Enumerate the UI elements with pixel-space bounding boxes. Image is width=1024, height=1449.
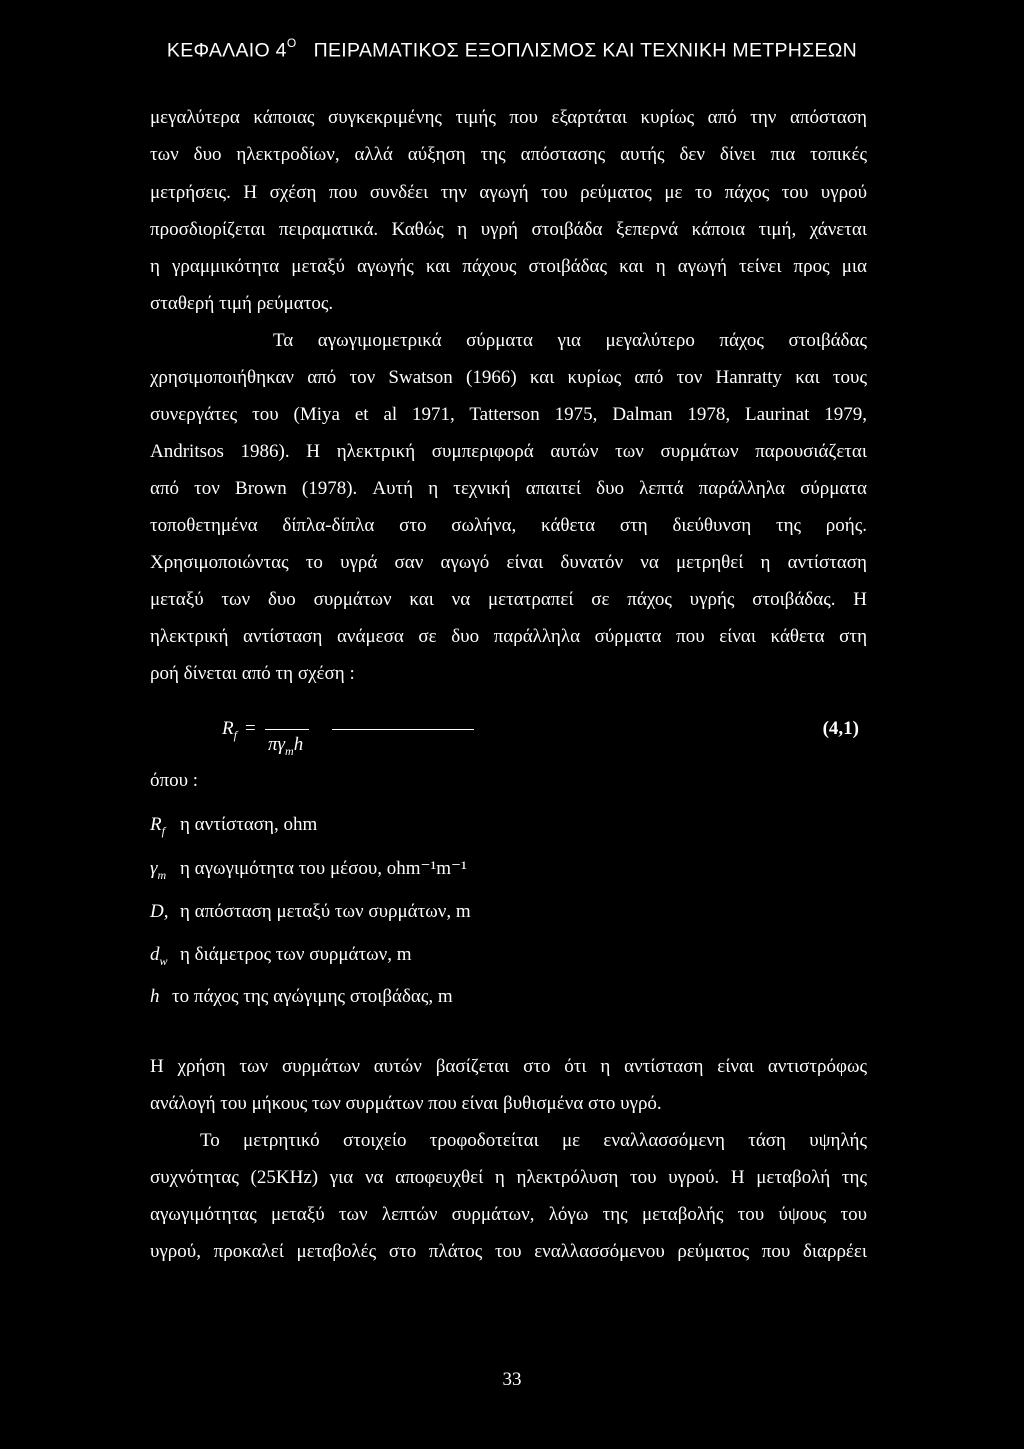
text-line: συνεργάτες του (Miya et al 1971, Tatterson 1975, Dalman 1978, Laurinat 1979, — [150, 404, 867, 425]
where-label: όπου : — [150, 770, 199, 791]
symbol-definition: $d_w$ η διάμετρος των συρμάτων, m — [150, 944, 412, 968]
text-line: αγωγιμότητας μεταξύ των λεπτών συρμάτων, λόγω της μεταβολής του ύψους του — [150, 1204, 867, 1225]
text-line: μεγαλύτερα κάποιας συγκεκριμένης τιμής που εξαρτάται κυρίως από την απόσταση — [150, 107, 867, 128]
fraction-bar — [332, 729, 474, 730]
page-number: 33 — [502, 1369, 522, 1390]
text-line: μετρήσεις. Η σχέση που συνδέει την αγωγή του ρεύματος με το πάχος του υγρού — [150, 182, 867, 203]
text-line: Η χρήση των συρμάτων αυτών βασίζεται στο ότι η αντίσταση είναι αντιστρόφως — [150, 1056, 867, 1077]
symbol-definition: D, η απόσταση μεταξύ των συρμάτων, m — [150, 901, 471, 922]
text-line: Το μετρητικό στοιχείο τροφοδοτείται με εναλλασσόμενη τάση υψηλής — [200, 1130, 867, 1151]
text-line: συχνότητας (25KHz) για να αποφευχθεί η ηλεκτρόλυση του υγρού. Η μεταβολή της — [150, 1167, 867, 1188]
text-line: τοποθετημένα δίπλα-δίπλα στο σωλήνα, κάθετα στη διεύθυνση της ροής. — [150, 515, 867, 536]
text-line: μεταξύ των δυο συρμάτων και να μετατραπεί σε πάχος υγρής στοιβάδας. Η — [150, 589, 867, 610]
text-line: σταθερή τιμή ρεύματος. — [150, 293, 334, 314]
fraction-bar — [265, 729, 309, 730]
equation-equals: = — [245, 718, 256, 739]
page-header — [0, 38, 1024, 63]
text-line: Χρησιμοποιώντας το υγρά σαν αγωγό είναι δυνατόν να μετρηθεί η αντίσταση — [150, 552, 867, 573]
symbol-definition: $\gamma_m$ η αγωγιμότητα του μέσου, ohm⁻¹m⁻¹ — [150, 858, 467, 882]
chapter-label: ΚΕΦΑΛΑΙΟ 4 — [166, 39, 287, 62]
equation-number: (4,1) — [822, 718, 859, 739]
chapter-title: ΠΕΙΡΑΜΑΤΙΚΟΣ ΕΞΟΠΛΙΣΜΟΣ ΚΑΙ ΤΕΧΝΙΚΗ ΜΕΤΡΗΣΕΩΝ — [313, 39, 858, 62]
text-line: χρησιμοποιήθηκαν από τον Swatson (1966) και κυρίως από τον Hanratty και τους — [150, 367, 867, 388]
text-line: των δυο ηλεκτροδίων, αλλά αύξηση της απόστασης αυτής δεν δίνει πια τοπικές — [150, 144, 867, 165]
text-line: ανάλογή του μήκους των συρμάτων που είναι βυθισμένα στο υγρό. — [150, 1093, 662, 1114]
symbol-definition: $R_f$ η αντίσταση, ohm — [150, 814, 318, 838]
chapter-superscript: Ο — [286, 36, 297, 50]
equation-lhs: $R_f$ — [222, 718, 237, 742]
text-line: ροή δίνεται από τη σχέση : — [150, 663, 355, 684]
text-line: από τον Brown (1978). Αυτή η τεχνική απαιτεί δυο λεπτά παράλληλα σύρματα — [150, 478, 867, 499]
text-line: Τα αγωγιμομετρικά σύρματα για μεγαλύτερο πάχος στοιβάδας — [273, 330, 867, 351]
symbol-definition: h το πάχος της αγώγιμης στοιβάδας, m — [150, 986, 453, 1007]
equation — [150, 712, 867, 762]
equation-denominator: $\pi\gamma_mh$ — [268, 734, 304, 758]
text-line: η γραμμικότητα μεταξύ αγωγής και πάχους στοιβάδας και η αγωγή τείνει προς μια — [150, 256, 867, 277]
text-line: προσδιορίζεται πειραματικά. Καθώς η υγρή στοιβάδα ξεπερνά κάποια τιμή, χάνεται — [150, 219, 867, 240]
text-line: Andritsos 1986). Η ηλεκτρική συμπεριφορά αυτών των συρμάτων παρουσιάζεται — [150, 441, 867, 462]
text-line: ηλεκτρική αντίσταση ανάμεσα σε δυο παράλληλα σύρματα που είναι κάθετα στη — [150, 626, 867, 647]
text-line: υγρού, προκαλεί μεταβολές στο πλάτος του εναλλασσόμενου ρεύματος που διαρρέει — [150, 1241, 867, 1262]
